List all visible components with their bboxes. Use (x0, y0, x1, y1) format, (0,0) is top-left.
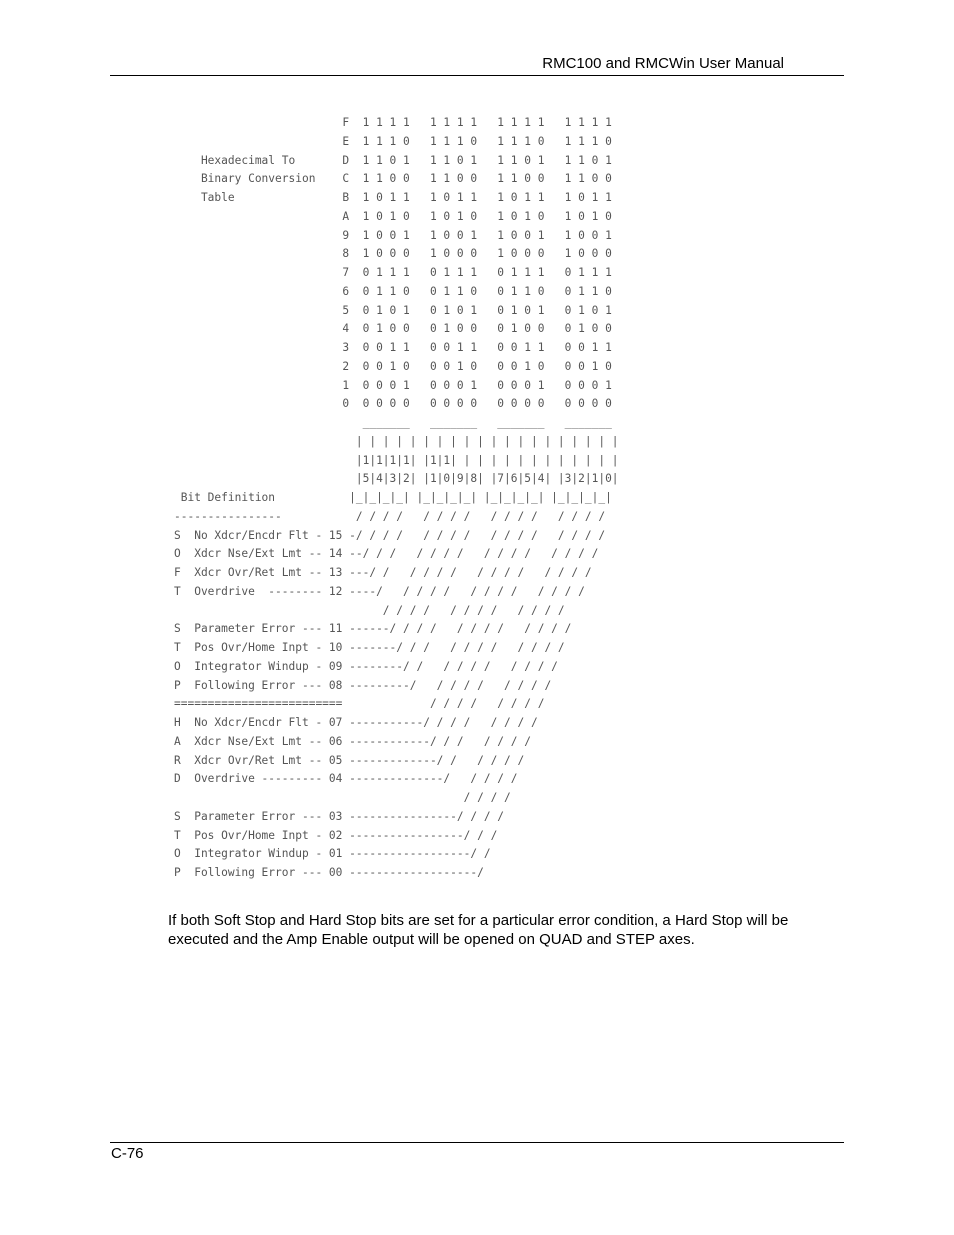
figure-line: F Xdcr Ovr/Ret Lmt -- 13 ---/ / / / / / / / / / / / / / (174, 566, 592, 579)
figure-line: / / / / (174, 791, 511, 804)
figure-line: P Following Error --- 08 ---------/ / / / / / / / / (174, 678, 552, 692)
figure-line: Bit Definition |_|_|_|_| |_|_|_|_| |_|_|_|_| |_|_|_|_| (174, 491, 612, 504)
body-paragraph: If both Soft Stop and Hard Stop bits are set for a particular error condition, a Hard Stop will be executed and the Amp Enable output will be opened on QUAD and STEP axes. (168, 912, 789, 948)
figure-line: R Xdcr Ovr/Ret Lmt -- 05 -------------/ / / / / / (174, 753, 525, 767)
figure-line: / / / / / / / / / / / / (174, 603, 565, 617)
figure-line: S No Xdcr/Encdr Flt - 15 -/ / / / / / / / / / / / / / / / (174, 528, 606, 542)
figure-line: Table B 1 0 1 1 1 0 1 1 1 0 1 1 1 0 1 1 (174, 191, 612, 204)
figure-line: 1 0 0 0 1 0 0 0 1 0 0 0 1 0 0 0 1 (174, 378, 612, 392)
figure-line: ========================= / / / / / / / / (174, 697, 545, 711)
figure-line: O Integrator Windup - 09 --------/ / / / / / / / / / (174, 659, 558, 673)
figure-line: 9 1 0 0 1 1 0 0 1 1 0 0 1 1 0 0 1 (174, 228, 612, 242)
figure-line: |5|4|3|2| |1|0|9|8| |7|6|5|4| |3|2|1|0| (174, 472, 619, 486)
figure-line: |1|1|1|1| |1|1| | | | | | | | | | | | | (174, 453, 619, 467)
figure-line: S Parameter Error --- 11 ------/ / / / / / / / / / / / (174, 622, 572, 636)
figure-line: F 1 1 1 1 1 1 1 1 1 1 1 1 1 1 1 1 (174, 116, 612, 129)
figure-line: E 1 1 1 0 1 1 1 0 1 1 1 0 1 1 1 0 (174, 134, 612, 148)
figure-line: 5 0 1 0 1 0 1 0 1 0 1 0 1 0 1 0 1 (174, 303, 612, 317)
figure-line: 2 0 0 1 0 0 0 1 0 0 0 1 0 0 0 1 0 (174, 359, 612, 373)
figure-line: A 1 0 1 0 1 0 1 0 1 0 1 0 1 0 1 0 (174, 209, 612, 223)
figure-line: O Integrator Windup - 01 ------------------/ / (174, 847, 491, 861)
figure-line: Hexadecimal To D 1 1 0 1 1 1 0 1 1 1 0 1 1 1 0 1 (174, 153, 612, 167)
figure-line: 7 0 1 1 1 0 1 1 1 0 1 1 1 0 1 1 1 (174, 266, 612, 279)
figure-line: | | | | | | | | | | | | | | | | | | | | (174, 434, 619, 448)
figure-line: 8 1 0 0 0 1 0 0 0 1 0 0 0 1 0 0 0 (174, 247, 612, 261)
footer-divider (110, 1142, 844, 1143)
figure-line: T Overdrive -------- 12 ----/ / / / / / / / / / / / / (174, 584, 585, 598)
figure-line: 3 0 0 1 1 0 0 1 1 0 0 1 1 0 0 1 1 (174, 341, 612, 354)
figure-line: A Xdcr Nse/Ext Lmt -- 06 ------------/ / / / / / / (174, 734, 531, 748)
page-number: C-76 (111, 1145, 144, 1162)
figure-line: _______ _______ _______ _______ (174, 416, 612, 429)
figure-line: 4 0 1 0 0 0 1 0 0 0 1 0 0 0 1 0 0 (174, 322, 612, 336)
figure-line: S Parameter Error --- 03 ----------------/ / / / (174, 809, 505, 823)
header-divider (110, 75, 844, 76)
figure-line: T Pos Ovr/Home Inpt - 10 -------/ / / / / / / / / / / (174, 641, 565, 654)
figure-line: ---------------- / / / / / / / / / / / / / / / / (174, 509, 606, 523)
hex-binary-conversion-figure (174, 114, 619, 883)
figure-line: D Overdrive --------- 04 --------------/ / / / / (174, 772, 518, 786)
figure-line: 0 0 0 0 0 0 0 0 0 0 0 0 0 0 0 0 0 (174, 397, 612, 411)
figure-line: O Xdcr Nse/Ext Lmt -- 14 --/ / / / / / / / / / / / / / / (174, 547, 599, 561)
figure-line: Binary Conversion C 1 1 0 0 1 1 0 0 1 1 0 0 1 1 0 0 (174, 172, 612, 186)
figure-line: P Following Error --- 00 -------------------/ (174, 866, 484, 879)
figure-line: 6 0 1 1 0 0 1 1 0 0 1 1 0 0 1 1 0 (174, 284, 612, 298)
figure-line: H No Xdcr/Encdr Flt - 07 -----------/ / / / / / / / (174, 716, 538, 729)
figure-line: T Pos Ovr/Home Inpt - 02 -----------------/ / / (174, 828, 498, 842)
manual-title: RMC100 and RMCWin User Manual (542, 55, 784, 72)
